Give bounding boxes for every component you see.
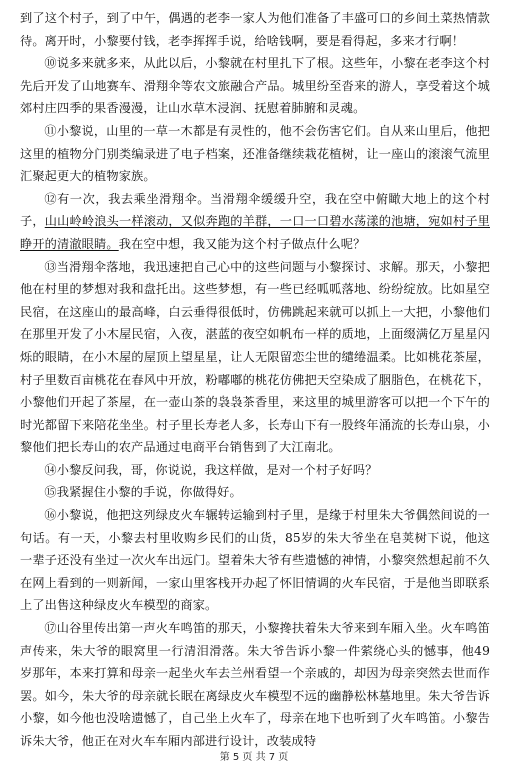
paragraph-p13 [20, 256, 490, 459]
paragraph-text: ⑪小黎说，山里的一草一木都是有灵性的，他不会伤害它们。自从来山里后，他把这里的植物分门别类编录进了电子档案，还准备继续栽花植树，让一座山的滚滚气流里汇聚起更大的植物家族。 [20, 123, 490, 184]
page-footer: 第 5 页 共 7 页 [219, 752, 289, 763]
paragraph-text: ⑬当滑翔伞落地，我迅速把自己心中的这些问题与小黎探讨、求解。那天，小黎把他在村里的梦想对我和盘托出。这些梦想，有一些已经呱呱落地、纷纷绽放。比如星空民宿，在这座山的最高峰，白云垂得很低时，仿佛跳起来就可以抓上一大把，小黎他们在那里开发了小木屋民宿，入夜，湛蓝的夜空如帆布一样的质地，上面缀满亿万星星闪烁的眼睛，在小木屋的屋顶上望星星，让人无限留恋尘世的缱绻温柔。比如桃花茶屋，村子里数百亩桃花在春风中开放，粉嘟嘟的桃花仿佛把天空染成了胭脂色，在桃花下，小黎他们开起了茶屋，在一壶山茶的袅袅茶香里，来这里的城里游客可以把一个下午的时光都留下来陪花坐坐。村子里长寿老人多，长寿山下有一股终年涌流的长寿山泉，小黎他们把长寿山的农产品通过电商平台销售到了大江南北。 [20, 259, 490, 455]
paragraph-p14 [20, 459, 490, 482]
paragraph-p12 [20, 188, 490, 256]
paragraph-text: ⑭小黎反问我，哥，你说说，我这样做，是对一个村子好吗？ [44, 462, 378, 477]
paragraph-text: ⑫有一次，我去乘坐滑翔伞。当滑翔伞缓缓升空，我在空中俯瞰大地上的这个村子， [20, 191, 490, 229]
paragraph-text: ⑩说多来就多来，从此以后，小黎就在村里扎下了根。这些年，小黎在老李这个村先后开发了山地赛车、滑翔伞等农文旅融合产品。城里纷至沓来的游人，享受着这个城郊村庄四季的果香漫漫，让山水草木浸润、抚慰着肺腑和灵魂。 [20, 56, 490, 116]
paragraph-p15 [20, 481, 490, 504]
paragraph-p0 [20, 7, 490, 52]
paragraph-p16 [20, 504, 490, 617]
paragraph-p10 [20, 52, 490, 120]
underlined-sentence: 山山岭岭浪头一样滚动，又似奔跑的羊群，一口一口碧水荡漾的池塘，宛如村子里睁开的清澈眼睛。 [20, 214, 490, 251]
paragraph-p17 [20, 617, 490, 753]
article-body [20, 7, 490, 753]
paragraph-text: ⑰山谷里传出第一声火车鸣笛的那天，小黎搀扶着朱大爷来到车厢入坐。火车鸣笛声传来，朱大爷的眼窝里一行清泪滑落。朱大爷告诉小黎一件萦绕心头的憾事，他49岁那年，本来打算和母亲一起坐火车去兰州看望一个亲戚的，却因为母亲突然去世而作罢。如今，朱大爷的母亲就长眠在离绿皮火车模型不远的幽静松林墓地里。朱大爷告诉小黎，如今他也没啥遗憾了，自己坐上火车了，母亲在地下也听到了火车鸣笛。小黎告诉朱大爷，他正在对火车车厢内部进行设计，改装成特 [20, 621, 490, 748]
paragraph-p11 [20, 120, 490, 188]
paragraph-text: ⑮我紧握住小黎的手说，你做得好。 [44, 485, 242, 500]
paragraph-text: 我在空中想，我又能为这个村子做点什么呢？ [118, 236, 366, 251]
paragraph-text: ⑯小黎说，他把这列绿皮火车辗转运输到村子里，是缘于村里朱大爷偶然间说的一句话。有一天，小黎去村里收购乡民们的山货，85岁的朱大爷坐在皂荚树下说，他这一辈子还没有坐过一次火车出远门。望着朱大爷有些遗憾的神情，小黎突然想起前不久在网上看到的一则新闻，一家山里客栈开办起了怀旧情调的火车民宿，于是他当即联系上了出售这种绿皮火车模型的商家。 [20, 508, 490, 613]
paragraph-text: 到了这个村子，到了中午，偶遇的老李一家人为他们准备了丰盛可口的乡间土菜热情款待。离开时，小黎要付钱，老李挥挥手说，给啥钱啊，要是看得起，多来才行啊！ [20, 11, 490, 48]
